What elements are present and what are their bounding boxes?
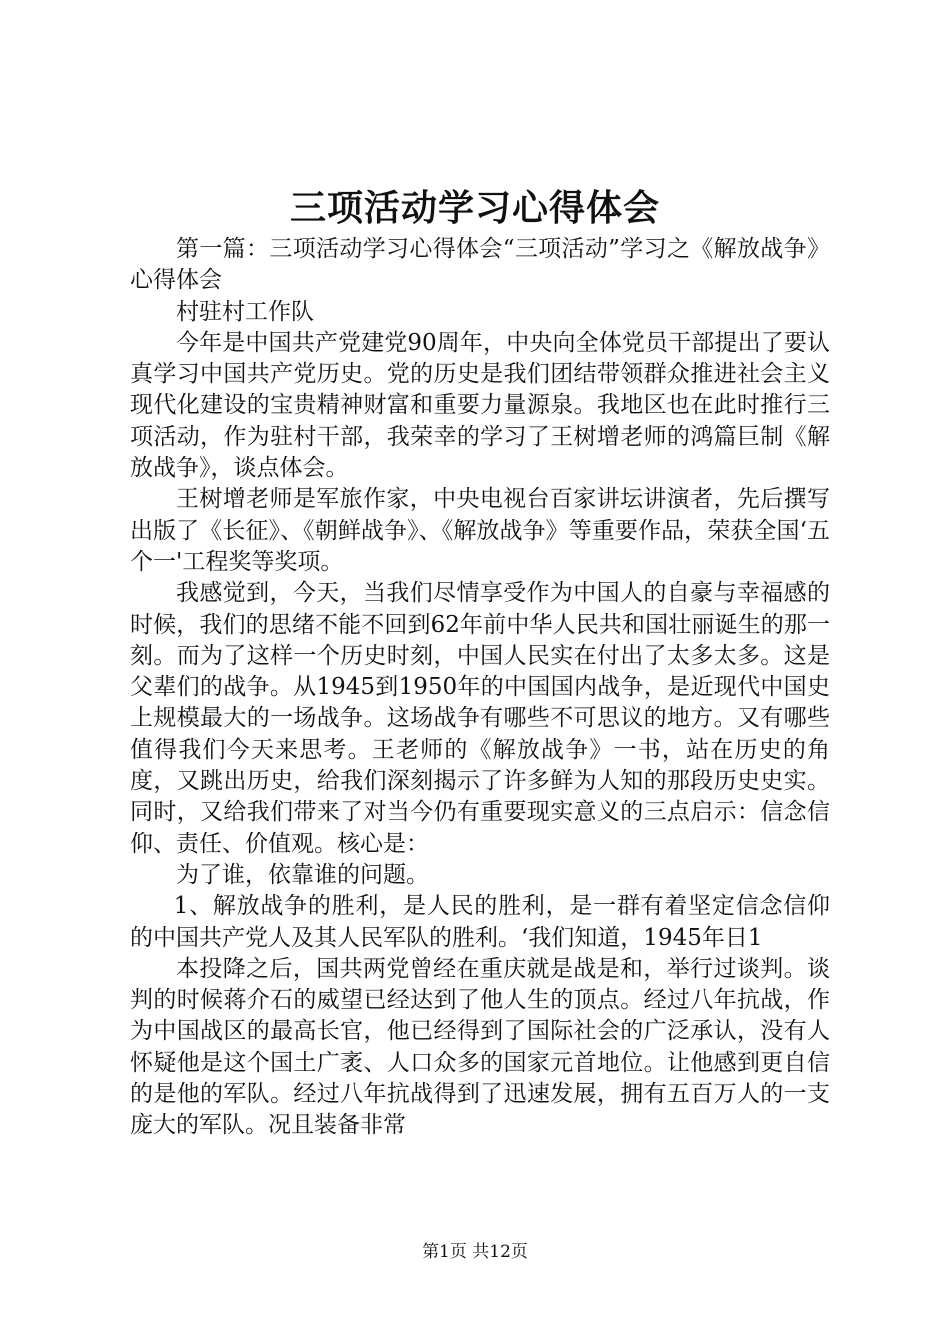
paragraph: 本投降之后，国共两党曾经在重庆就是战是和，举行过谈判。谈判的时候蒋介石的威望已经达到了他人生的顶点。经过八年抗战，作为中国战区的最高长官，他已经得到了国际社会的广泛承认，没有人怀疑他是这个国土广袤、人口众多的国家元首地位。让他感到更自信的是他的军队。经过八年抗战得到了迅速发展，拥有五百万人的一支庞大的军队。况且装备非常 — [130, 955, 830, 1139]
paragraph: 为了谁，依靠谁的问题。 — [176, 861, 429, 888]
paragraph: 第一篇：三项活动学习心得体会“三项活动”学习之《解放战争》心得体会 — [130, 236, 830, 294]
paragraph: 今年是中国共产党建党90周年，中央向全体党员干部提出了要认真学习中国共产党历史。党的历史是我们团结带领群众推进社会主义现代化建设的宝贵精神财富和重要力量源泉。我地区也在此时推行三项活动，作为驻村干部，我荣幸的学习了王树增老师的鸿篇巨制《解放战争》，谈点体会。 — [130, 329, 830, 482]
paragraph: 王树增老师是军旅作家，中央电视台百家讲坛讲演者，先后撰写出版了《长征》、《朝鲜战争》、《解放战争》等重要作品，荣获全国‘五个一'工程奖等奖项。 — [130, 486, 830, 575]
paragraph: 我感觉到，今天，当我们尽情享受作为中国人的自豪与幸福感的时候，我们的思绪不能不回到62年前中华人民共和国壮丽诞生的那一刻。而为了这样一个历史时刻，中国人民实在付出了太多太多。这是父辈们的战争。从1945到1950年的中国国内战争，是近现代中国史上规模最大的一场战争。这场战争有哪些不可思议的地方。又有哪些值得我们今天来思考。王老师的《解放战争》一书，站在历史的角度，又跳出历史，给我们深刻揭示了许多鲜为人知的那段历史史实。同时，又给我们带来了对当今仍有重要现实意义的三点启示：信念信仰、责任、价值观。核心是： — [130, 580, 830, 857]
document-body — [130, 234, 830, 1142]
page-footer: 第1页 共12页 — [422, 1242, 528, 1262]
paragraph: 1、解放战争的胜利，是人民的胜利，是一群有着坚定信念信仰的中国共产党人及其人民军队的胜利。‘我们知道，1945年日1 — [130, 893, 830, 951]
document-title: 三项活动学习心得体会 — [289, 187, 660, 229]
paragraph: 村驻村工作队 — [176, 298, 314, 325]
